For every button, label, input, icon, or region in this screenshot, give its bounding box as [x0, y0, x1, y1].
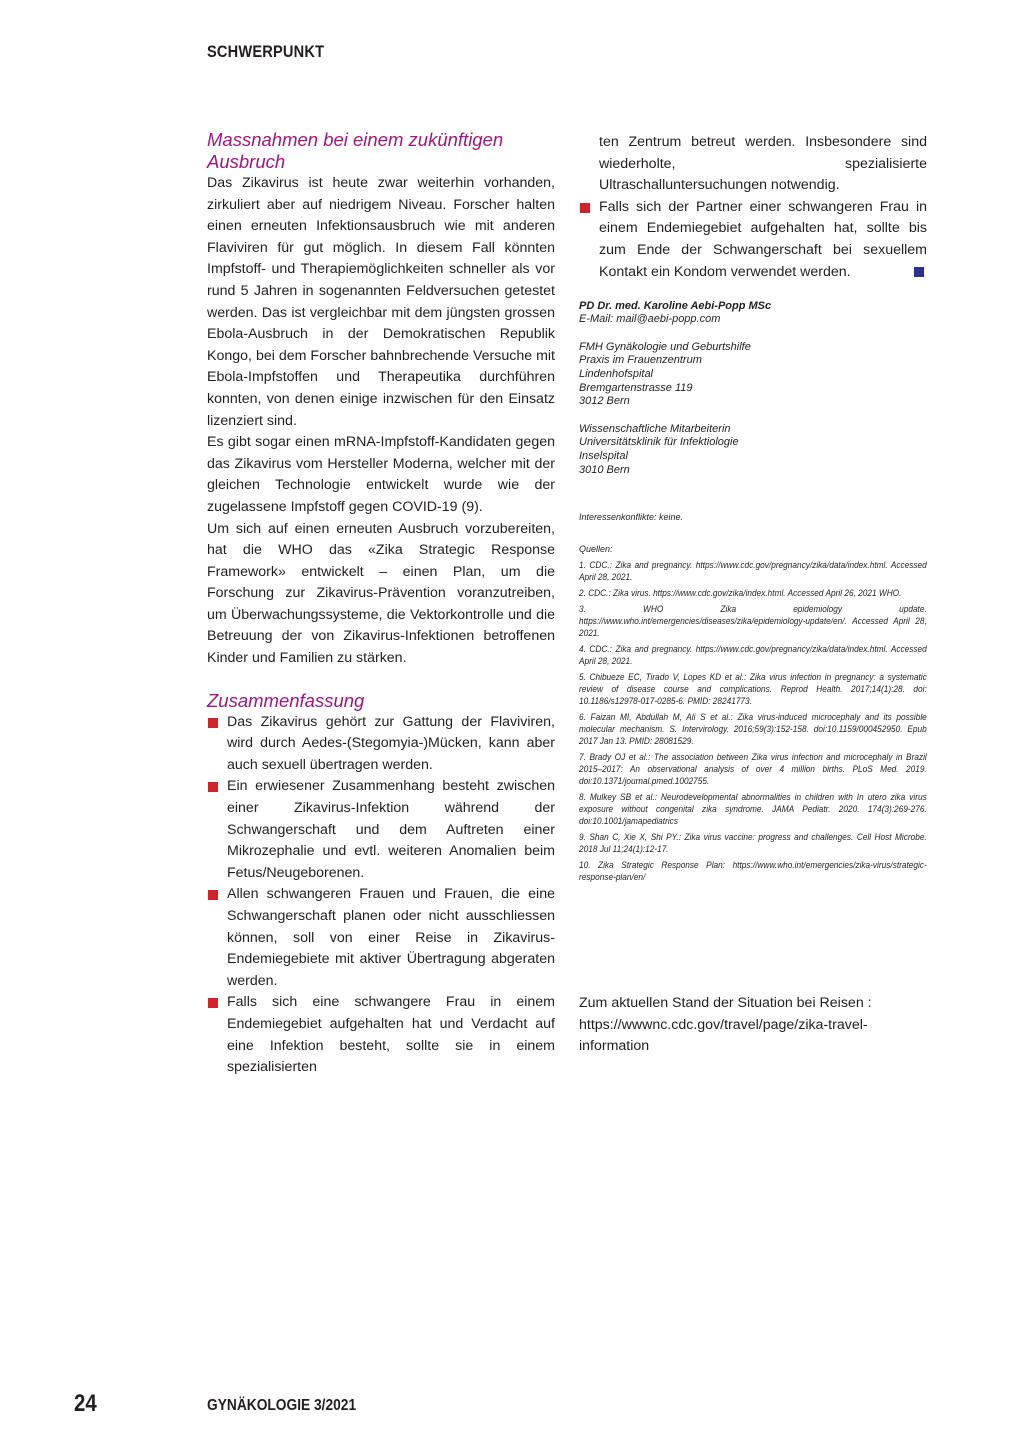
list-item: Allen schwangeren Frauen und Frauen, die eine Schwangerschaft planen oder nicht ausschliessen können, soll von einer Reise in Zikavirus-Endemiegebiete mit aktiver Übertragung abgeraten werden. — [207, 884, 555, 992]
bullet-square-icon — [208, 718, 218, 728]
list-item: Ein erwiesener Zusammenhang besteht zwischen einer Zikavirus-Infektion während der Schwangerschaft und dem Auftreten einer Mikrozephalie und evtl. weiteren Anomalien beim Fetus/Neugeborenen. — [207, 776, 555, 884]
reference-item: 3. WHO Zika epidemiology update. https://www.who.int/emergencies/diseases/zika/epidemiology-update/en/. Accessed April 28, 2021. — [579, 604, 927, 639]
reference-item: 4. CDC.: Zika and pregnancy. https://www.cdc.gov/pregnancy/zika/data/index.html. Accessed April 28, 2021. — [579, 644, 927, 667]
reference-item: 5. Chibueze EC, Tirado V, Lopes KD et al.: Zika virus infection in pregnancy: a systematic review of disease course and complications. Reprod Health. 2017;14(1):28. doi: 10.1186/s12978-017-0285-6. PMID: 28241773. — [579, 672, 927, 707]
paragraph: Um sich auf einen erneuten Ausbruch vorzubereiten, hat die WHO das «Zika Strategic Response Framework» entwickelt – einen Plan, um die Forschung zur Zikavirus-Prävention voranzutreiben, um Überwachungssysteme, die Vektorkontrolle und die Betreuung der von Zikavirus-Infektionen betroffenen Kinder und Familien zu stärken. — [207, 520, 555, 667]
author-name: PD Dr. med. Karoline Aebi-Popp MSc — [579, 300, 772, 313]
reference-list — [579, 559, 927, 883]
sources-title: Quellen: — [579, 544, 613, 555]
author-affiliation-2: Wissenschaftliche Mitarbeiterin Universitätsklinik für Infektiologie Inselspital 3010 Bern — [579, 422, 739, 476]
reference-item: 2. CDC.: Zika virus. https://www.cdc.gov/zika/index.html. Accessed April 26, 2021 WHO. — [579, 588, 902, 599]
bullet-square-icon — [208, 782, 218, 792]
reference-item: 8. Mulkey SB et al.: Neurodevelopmental abnormalities in children with In utero zika virus exposure without congenital zika syndrome. JAMA Pediatr. 2020. 174(3):269-276. doi:10.1001/jamapediatrics — [579, 792, 927, 827]
journal-issue: GYNÄKOLOGIE 3/2021 — [207, 1397, 357, 1414]
end-of-article-icon — [914, 267, 924, 277]
bullet-square-icon — [208, 890, 218, 900]
conflict-of-interest: Interessenkonflikte: keine. — [579, 512, 684, 523]
left-column — [207, 129, 555, 1079]
summary-list — [207, 712, 555, 1079]
summary-list-continued — [579, 132, 927, 283]
author-affiliation-1: FMH Gynäkologie und Geburtshilfe Praxis im Frauenzentrum Lindenhofspital Bremgartenstrasse 119 3012 Bern — [579, 340, 751, 408]
section-label: SCHWERPUNKT — [207, 42, 325, 61]
list-item: Das Zikavirus gehört zur Gattung der Flaviviren, wird durch Aedes-(Stegomyia-)Mücken, kann aber auch sexuell übertragen werden. — [207, 712, 555, 777]
travel-info-note: Zum aktuellen Stand der Situation bei Reisen : https://wwwnc.cdc.gov/travel/page/zika-travel-information — [579, 995, 872, 1055]
list-item: Falls sich eine schwangere Frau in einem Endemiegebiet aufgehalten hat und Verdacht auf eine Infektion besteht, sollte sie in einem spezialisierten — [207, 992, 555, 1078]
reference-item: 1. CDC.: Zika and pregnancy. https://www.cdc.gov/pregnancy/zika/data/index.html. Accessed April 28, 2021. — [579, 560, 927, 583]
author-email: E-Mail: mail@aebi-popp.com — [579, 313, 721, 326]
reference-item: 7. Brady OJ et al.: The association between Zika virus infection and microcephaly in Brazil 2015–2017: An observational analysis of over 4 million births. PLoS Med. 2019. doi:10.1371/journal.pmed.1002755. — [579, 752, 927, 787]
paragraph: Es gibt sogar einen mRNA-Impfstoff-Kandidaten gegen das Zikavirus vom Hersteller Moderna, welcher mit der gleichen Technologie entwickelt wurde wie der zugelassene Impfstoff gegen COVID-19 (9). — [207, 434, 555, 515]
reference-item: 10. Zika Strategic Response Plan: https://www.who.int/emergencies/zika-virus/strategic-response-plan/en/ — [579, 860, 927, 883]
reference-item: 9. Shan C, Xie X, Shi PY.: Zika virus vaccine: progress and challenges. Cell Host Microbe. 2018 Jul 11;24(1):12-17. — [579, 832, 927, 855]
heading-summary: Zusammenfassung — [207, 689, 365, 711]
bullet-square-icon — [580, 203, 590, 213]
reference-item: 6. Faizan MI, Abdullah M, Ali S et al.: Zika virus-induced microcephaly and its possible molecular mechanism. S. Intervirology. 2016;59(3):152-158. doi:10.1159/000452950. Epub 2017 Jan 13. PMID: 28081529. — [579, 712, 927, 747]
list-item-continued: ten Zentrum betreut werden. Insbesondere sind wiederholte, spezialisierte Ultraschalluntersuchungen notwendig. — [599, 134, 927, 194]
list-item: Falls sich der Partner einer schwangeren Frau in einem Endemiegebiet aufgehalten hat, sollte bis zum Ende der Schwangerschaft bei sexuellem Kontakt ein Kondom verwendet werden. — [579, 197, 927, 283]
paragraph: Das Zikavirus ist heute zwar weiterhin vorhanden, zirkuliert aber auf niedrigem Niveau. Forscher halten einen erneuten Infektionsausbruch wie mit anderen Flaviviren für gut möglich. In diesem Fall könnten Impfstoff- und Therapiemöglichkeiten schneller als vor rund 5 Jahren in sogenannten Feldversuchen getestet werden. Das ist vergleichbar mit dem jüngsten grossen Ebola-Ausbruch in der Demokratischen Republik Kongo, bei dem Forscher bahnbrechende Versuche mit Ebola-Impfstoffen und Therapeutika durchführen konnten, von denen einige inzwischen für den Einsatz lizenziert sind. — [207, 175, 555, 429]
page-number: 24 — [74, 1390, 97, 1417]
bullet-square-icon — [208, 998, 218, 1008]
heading-outbreak-measures: Massnahmen bei einem zukünftigen Ausbruch — [207, 129, 504, 172]
right-column — [579, 132, 927, 883]
